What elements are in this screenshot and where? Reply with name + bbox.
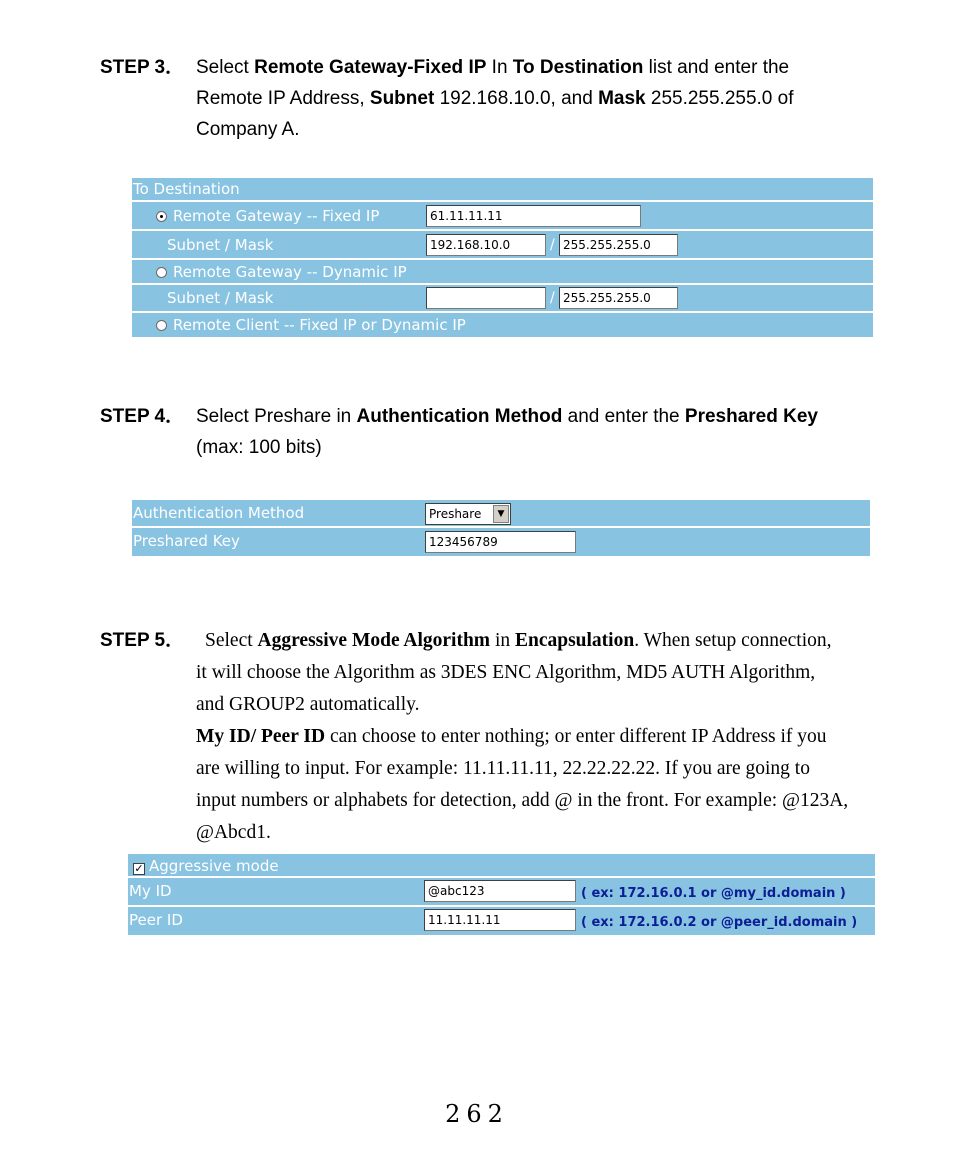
text-bold: To Destination [512, 57, 644, 78]
text: and GROUP2 automatically. [196, 694, 420, 715]
remote-client-label: Remote Client -- Fixed IP or Dynamic IP [173, 316, 466, 334]
subnet-mask-row-2 [132, 285, 873, 313]
text-bold: Authentication Method [356, 406, 563, 427]
subnet-mask-label-2: Subnet / Mask [167, 289, 274, 307]
step3-text [100, 52, 905, 145]
mask-input-1[interactable]: 255.255.255.0 [559, 234, 678, 256]
my-id-input[interactable]: @abc123 [424, 880, 576, 902]
text: 255.255.255.0 of [645, 88, 794, 109]
text: Company A. [196, 119, 300, 140]
subnet-mask-label-1: Subnet / Mask [167, 236, 274, 254]
text: can choose to enter nothing; or enter different IP Address if you [325, 726, 827, 747]
text-bold: Subnet [369, 88, 435, 109]
peer-id-label: Peer ID [129, 911, 183, 929]
aggressive-mode-panel [128, 854, 875, 935]
dynamic-ip-label: Remote Gateway -- Dynamic IP [173, 263, 407, 281]
text: in [490, 630, 515, 651]
fixed-ip-radio[interactable] [156, 211, 167, 222]
authentication-panel [132, 500, 870, 556]
auth-method-select[interactable] [425, 503, 511, 525]
preshared-key-row [132, 528, 870, 556]
text: Select [196, 57, 255, 78]
step4-text [100, 401, 905, 463]
text: . When setup connection, [634, 630, 832, 651]
text: Select [205, 630, 258, 651]
my-id-row [128, 878, 875, 907]
subnet-input-1[interactable]: 192.168.10.0 [426, 234, 546, 256]
peer-id-hint: ( ex: 172.16.0.2 or @peer_id.domain ) [581, 915, 858, 930]
text: are willing to input. For example: 11.11.11.11, 22.22.22.22. If you are going to [196, 758, 810, 779]
subnet-mask-row-1 [132, 231, 873, 260]
text: @Abcd1. [196, 822, 271, 843]
my-id-hint: ( ex: 172.16.0.1 or @my_id.domain ) [581, 886, 846, 901]
peer-id-row [128, 907, 875, 935]
fixed-ip-row [132, 202, 873, 231]
text: list and enter the [643, 57, 790, 78]
destination-header-row [132, 178, 873, 202]
dynamic-ip-radio[interactable] [156, 267, 167, 278]
auth-method-label: Authentication Method [133, 504, 305, 522]
text: 192.168.10.0, and [434, 88, 599, 109]
step5-text [100, 625, 905, 849]
text: (max: 100 bits) [196, 437, 322, 458]
auth-method-row [132, 500, 870, 528]
fixed-ip-label: Remote Gateway -- Fixed IP [173, 207, 380, 225]
to-destination-panel [132, 178, 873, 337]
peer-id-input[interactable]: 11.11.11.11 [424, 909, 576, 931]
my-id-label: My ID [129, 882, 172, 900]
step4-label: STEP 4． [100, 406, 185, 427]
chevron-down-icon[interactable]: ▼ [493, 505, 509, 523]
mask-input-2[interactable]: 255.255.255.0 [559, 287, 678, 309]
aggressive-mode-checkbox[interactable]: ✓ [134, 862, 144, 875]
text-bold: Mask [598, 88, 646, 109]
subnet-slash-2: / [550, 290, 555, 306]
text-bold: Remote Gateway-Fixed IP [254, 57, 487, 78]
text-bold: Encapsulation [514, 630, 635, 651]
step3-label: STEP 3． [100, 57, 185, 78]
fixed-ip-input[interactable]: 61.11.11.11 [426, 205, 641, 227]
subnet-input-2[interactable] [426, 287, 546, 309]
page-number: 262 [445, 1100, 509, 1128]
aggressive-mode-label: Aggressive mode [149, 857, 279, 875]
auth-method-value: Preshare [429, 507, 482, 521]
aggressive-header-row [128, 854, 875, 878]
remote-client-row [132, 313, 873, 337]
text: Select Preshare in [196, 406, 357, 427]
step5-label: STEP 5． [100, 630, 185, 651]
text: Remote IP Address, [196, 88, 370, 109]
destination-header: To Destination [133, 180, 240, 198]
text: it will choose the Algorithm as 3DES ENC Algorithm, MD5 AUTH Algorithm, [196, 662, 816, 683]
text: input numbers or alphabets for detection, add @ in the front. For example: @123A, [196, 790, 849, 811]
text: In [486, 57, 513, 78]
preshared-key-label: Preshared Key [133, 532, 240, 550]
preshared-key-input[interactable]: 123456789 [425, 531, 576, 553]
text-bold: Preshared Key [684, 406, 818, 427]
remote-client-radio[interactable] [156, 320, 167, 331]
dynamic-ip-row [132, 260, 873, 285]
text-bold: My ID/ Peer ID [196, 726, 326, 747]
subnet-slash-1: / [550, 237, 555, 253]
text-bold: Aggressive Mode Algorithm [257, 630, 491, 651]
text: and enter the [562, 406, 685, 427]
